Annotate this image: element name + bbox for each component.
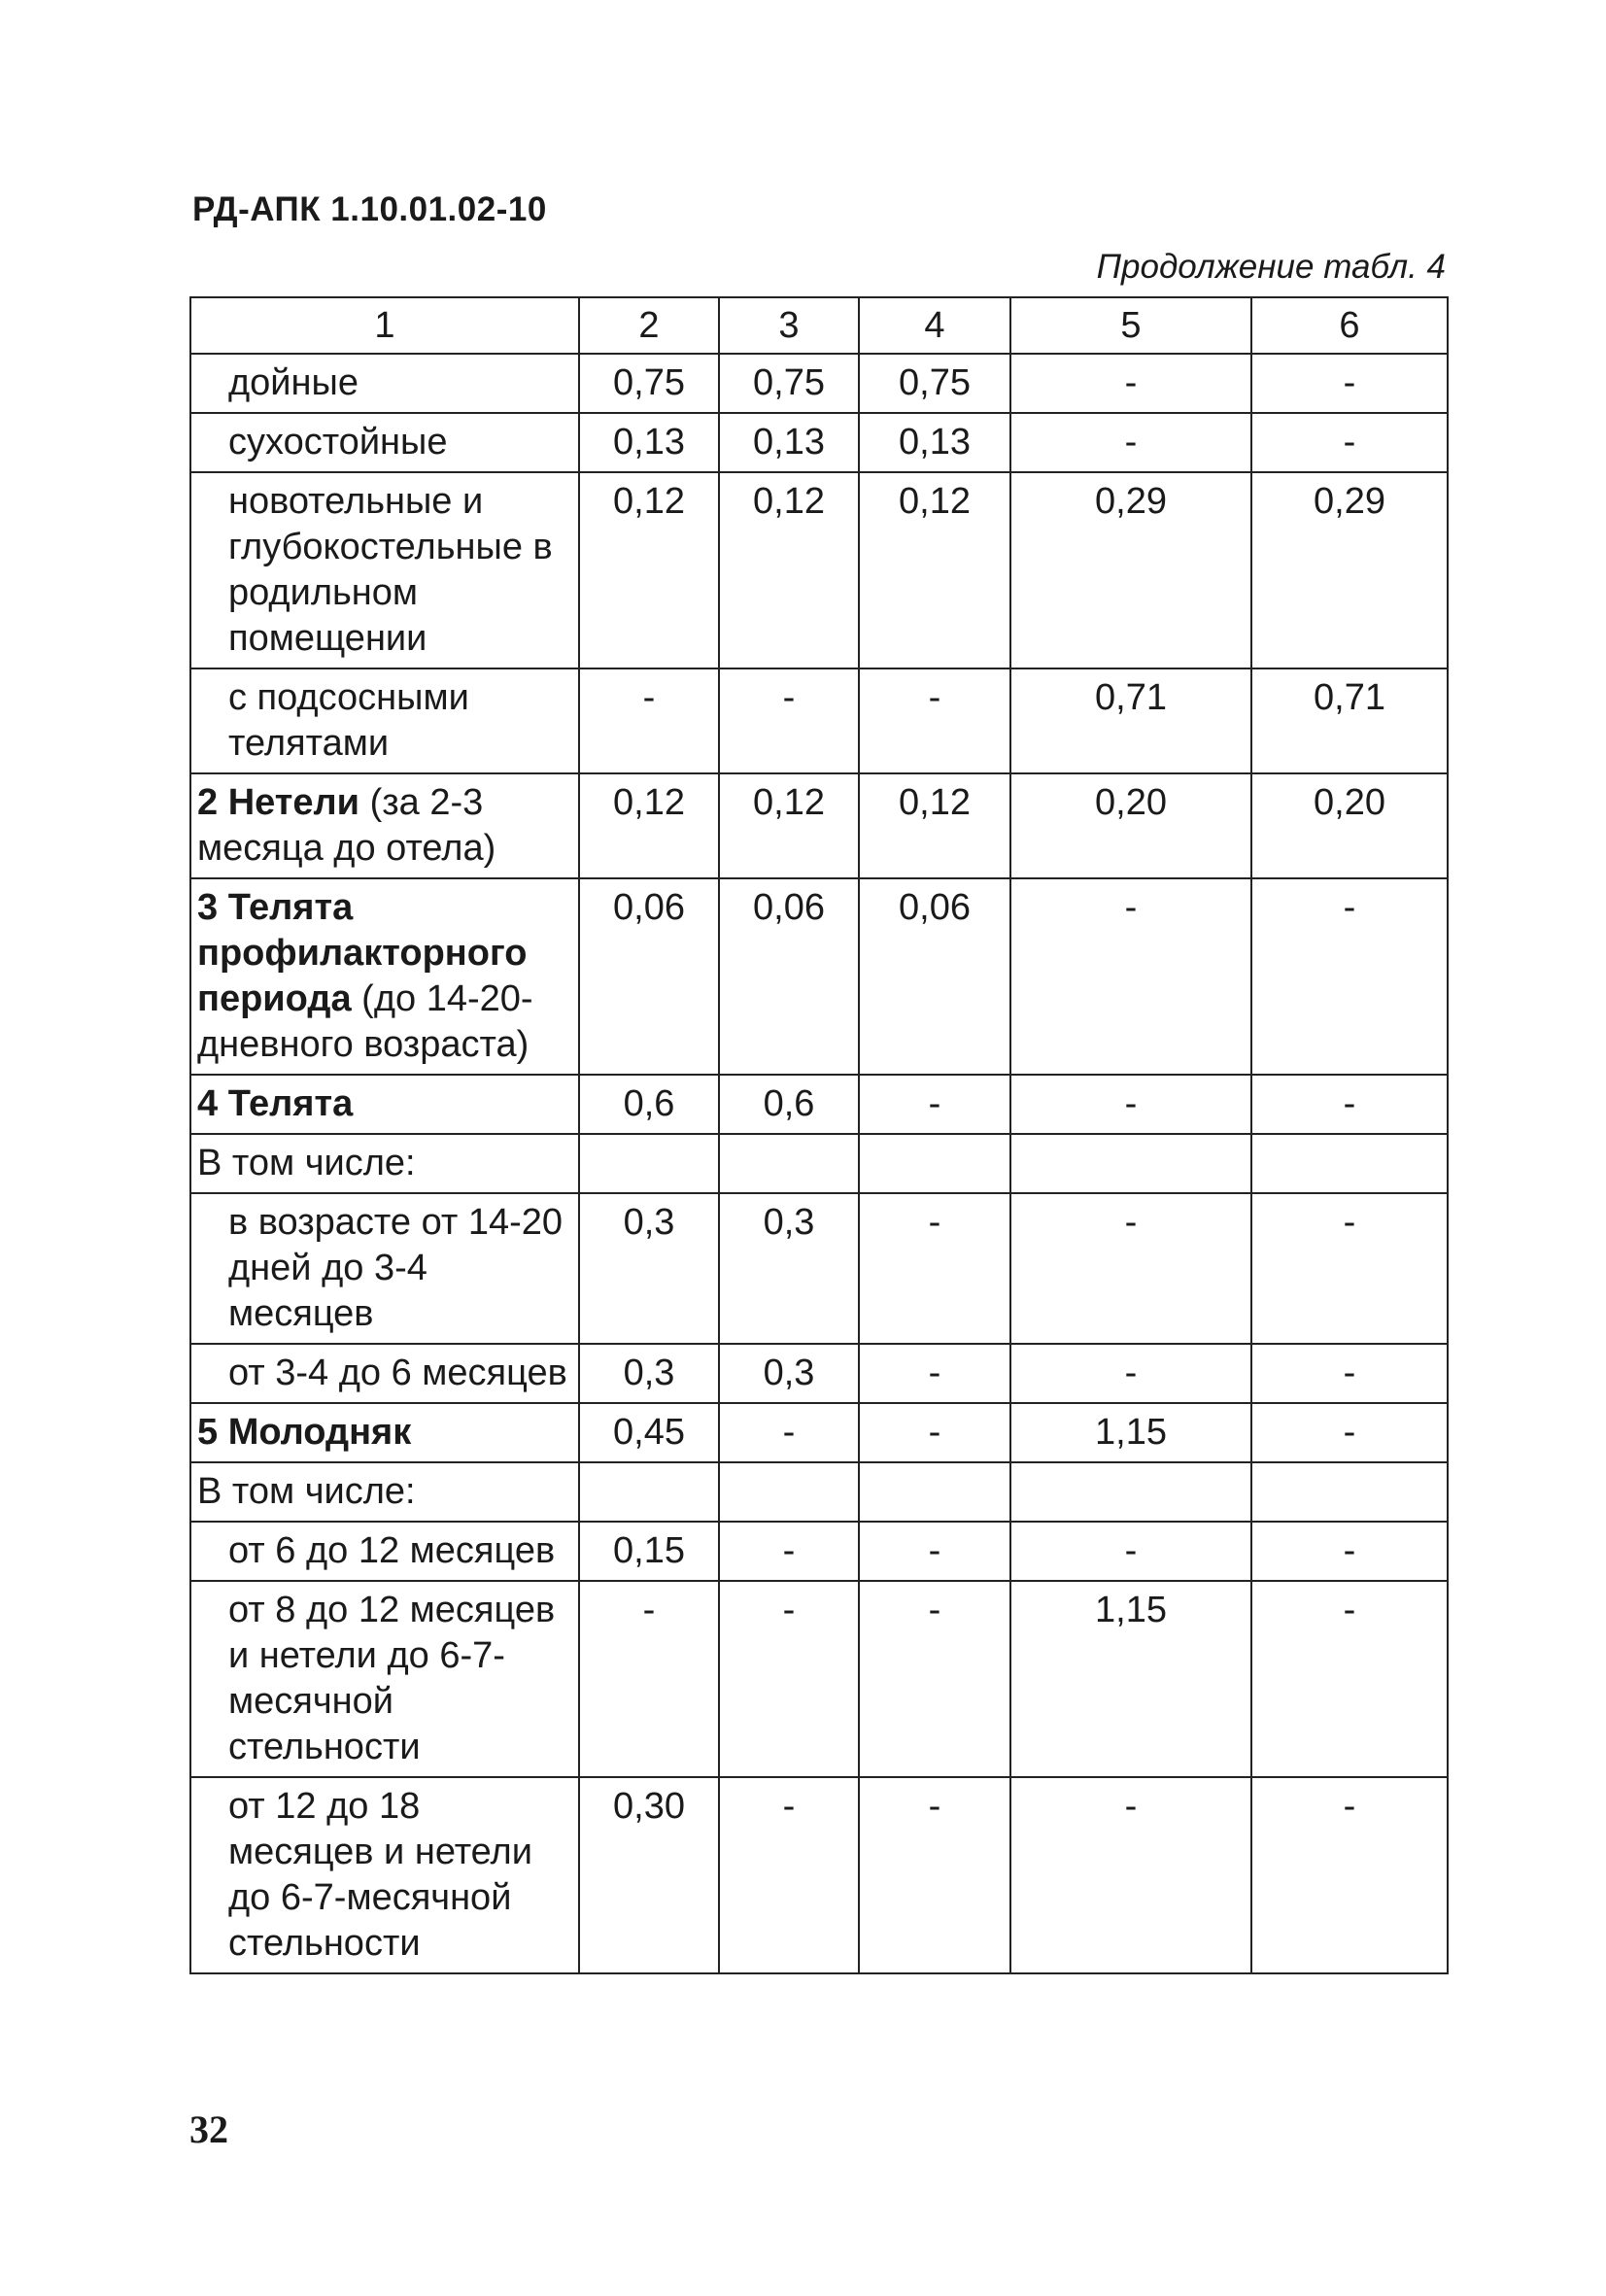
table-cell: - — [1010, 1075, 1251, 1134]
column-header: 2 — [579, 297, 719, 354]
table-cell: - — [719, 1777, 859, 1973]
table-cell: 0,20 — [1251, 773, 1448, 878]
table-cell: 0,75 — [859, 354, 1010, 413]
table-row — [190, 668, 1448, 773]
table-cell: 0,12 — [719, 773, 859, 878]
table-row — [190, 413, 1448, 472]
row-label: дойные — [190, 354, 579, 413]
row-label-rest: (за 2-3 месяца до отела) — [197, 782, 496, 869]
table-cell: 0,30 — [579, 1777, 719, 1973]
table-cell: 0,12 — [859, 472, 1010, 668]
table-row — [190, 1581, 1448, 1777]
table-cell: - — [1251, 878, 1448, 1075]
table-cell: - — [1010, 354, 1251, 413]
table-cell: - — [859, 1075, 1010, 1134]
row-label-rest: (до 14-20-дневного возраста) — [197, 978, 533, 1065]
table-cell: - — [579, 668, 719, 773]
table-cell: 0,6 — [719, 1075, 859, 1134]
norms-table — [189, 296, 1449, 1974]
table-cell: - — [719, 1403, 859, 1462]
table-cell: 0,12 — [719, 472, 859, 668]
row-label: В том числе: — [190, 1462, 579, 1522]
table-cell: 0,13 — [859, 413, 1010, 472]
row-label — [190, 878, 579, 1075]
table-row — [190, 1134, 1448, 1193]
table-row — [190, 773, 1448, 878]
table-cell: 0,75 — [579, 354, 719, 413]
table-cell: - — [1251, 1522, 1448, 1581]
row-label: в возрасте от 14-20 дней до 3-4 месяцев — [190, 1193, 579, 1344]
row-label: от 3-4 до 6 месяцев — [190, 1344, 579, 1403]
row-label: сухостойные — [190, 413, 579, 472]
table-cell: 0,3 — [579, 1344, 719, 1403]
table-cell: - — [859, 1193, 1010, 1344]
table-continuation-caption: Продолжение табл. 4 — [1096, 248, 1446, 286]
row-label-bold: 2 Нетели — [197, 782, 360, 823]
table-cell — [719, 1134, 859, 1193]
table-cell: - — [1251, 1403, 1448, 1462]
table-cell: 0,06 — [719, 878, 859, 1075]
row-label: новотельные и глубокостельные в родильном помещении — [190, 472, 579, 668]
row-label-bold: 3 Телята профилакторного периода — [197, 887, 528, 1019]
table-cell: - — [1251, 1075, 1448, 1134]
table-cell: 0,3 — [579, 1193, 719, 1344]
table-cell: - — [1251, 1581, 1448, 1777]
table-row — [190, 354, 1448, 413]
table-cell — [1010, 1134, 1251, 1193]
table-cell: - — [1251, 354, 1448, 413]
table-row — [190, 1462, 1448, 1522]
table-cell — [859, 1134, 1010, 1193]
row-label: от 8 до 12 месяцев и нетели до 6-7-месячной стельности — [190, 1581, 579, 1777]
column-header: 5 — [1010, 297, 1251, 354]
table-cell: - — [719, 668, 859, 773]
table-row — [190, 472, 1448, 668]
table-cell: 0,12 — [579, 773, 719, 878]
column-header: 1 — [190, 297, 579, 354]
table-cell — [859, 1462, 1010, 1522]
row-label — [190, 1075, 579, 1134]
table-cell: 0,12 — [859, 773, 1010, 878]
table-cell: - — [1010, 1777, 1251, 1973]
row-label — [190, 1403, 579, 1462]
table-row — [190, 1075, 1448, 1134]
table-cell: 1,15 — [1010, 1403, 1251, 1462]
row-label-bold: 4 Телята — [197, 1083, 354, 1124]
table-cell: 0,3 — [719, 1344, 859, 1403]
column-header: 6 — [1251, 297, 1448, 354]
table-cell: - — [1251, 1777, 1448, 1973]
table-cell: 0,13 — [579, 413, 719, 472]
table-cell: - — [859, 1344, 1010, 1403]
table-cell: 0,06 — [859, 878, 1010, 1075]
table-cell: - — [859, 1522, 1010, 1581]
table-cell: 0,12 — [579, 472, 719, 668]
table-cell: - — [719, 1522, 859, 1581]
table-row — [190, 1193, 1448, 1344]
table-cell — [579, 1462, 719, 1522]
table-row — [190, 1522, 1448, 1581]
table-header-row — [190, 297, 1448, 354]
row-label: В том числе: — [190, 1134, 579, 1193]
table-cell: - — [1010, 1344, 1251, 1403]
table-cell: 0,3 — [719, 1193, 859, 1344]
table-cell — [579, 1134, 719, 1193]
table-cell: - — [1010, 413, 1251, 472]
table-cell: 0,15 — [579, 1522, 719, 1581]
table-cell: - — [1010, 1522, 1251, 1581]
table-cell — [1251, 1134, 1448, 1193]
table-cell: 0,6 — [579, 1075, 719, 1134]
table-cell: 0,06 — [579, 878, 719, 1075]
table-row — [190, 1777, 1448, 1973]
table-cell — [1010, 1462, 1251, 1522]
table-row — [190, 1344, 1448, 1403]
table-cell — [1251, 1462, 1448, 1522]
row-label: с подсосными телятами — [190, 668, 579, 773]
table-cell: 0,45 — [579, 1403, 719, 1462]
table-cell — [719, 1462, 859, 1522]
table-cell: 0,29 — [1010, 472, 1251, 668]
document-code: РД-АПК 1.10.01.02-10 — [192, 190, 547, 228]
row-label — [190, 773, 579, 878]
table-cell: - — [859, 1403, 1010, 1462]
table-cell: 0,75 — [719, 354, 859, 413]
table-cell: - — [1251, 1193, 1448, 1344]
table-row — [190, 878, 1448, 1075]
table-cell: 0,20 — [1010, 773, 1251, 878]
column-header: 4 — [859, 297, 1010, 354]
row-label: от 6 до 12 месяцев — [190, 1522, 579, 1581]
table-cell: - — [1010, 878, 1251, 1075]
table-cell: - — [1251, 413, 1448, 472]
table-cell: - — [1251, 1344, 1448, 1403]
table-cell: - — [579, 1581, 719, 1777]
table-cell: - — [719, 1581, 859, 1777]
column-header: 3 — [719, 297, 859, 354]
table-cell: 0,71 — [1010, 668, 1251, 773]
row-label-bold: 5 Молодняк — [197, 1412, 412, 1453]
row-label: от 12 до 18 месяцев и нетели до 6-7-месячной стельности — [190, 1777, 579, 1973]
table-cell: - — [859, 668, 1010, 773]
table-row — [190, 1403, 1448, 1462]
table-cell: - — [859, 1581, 1010, 1777]
table-cell: 0,29 — [1251, 472, 1448, 668]
page-number: 32 — [189, 2108, 228, 2151]
table-cell: 1,15 — [1010, 1581, 1251, 1777]
table-cell: 0,71 — [1251, 668, 1448, 773]
table-cell: 0,13 — [719, 413, 859, 472]
table-cell: - — [1010, 1193, 1251, 1344]
table-cell: - — [859, 1777, 1010, 1973]
